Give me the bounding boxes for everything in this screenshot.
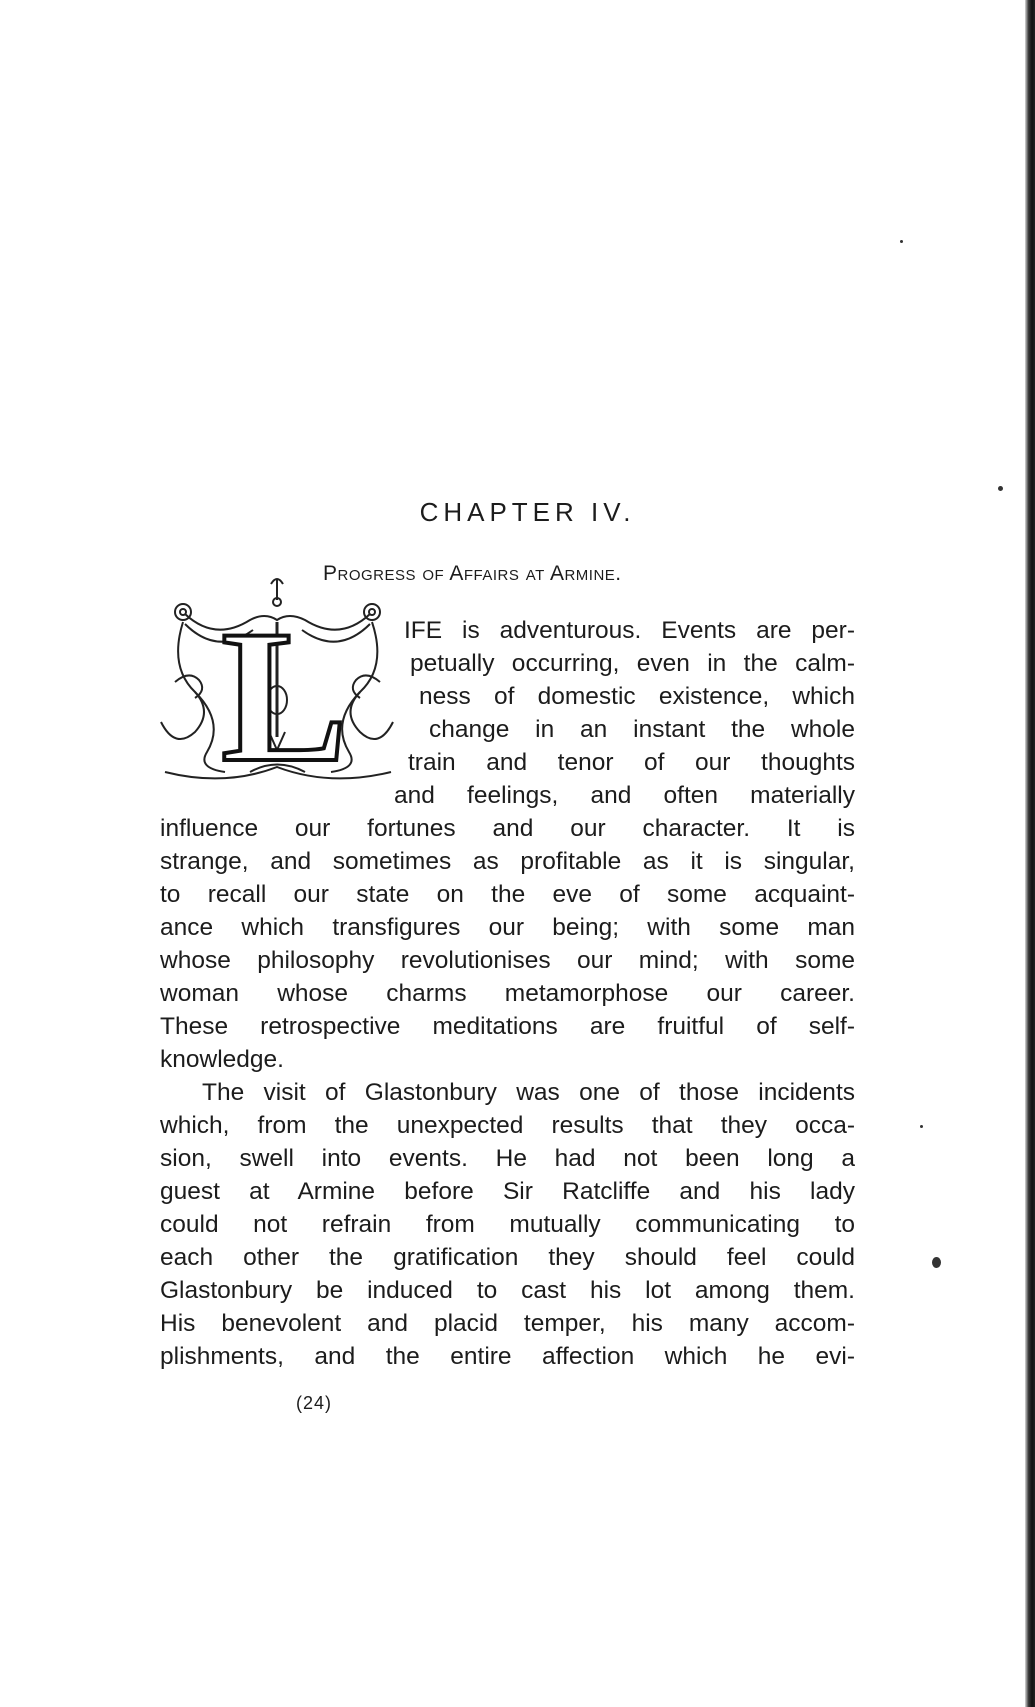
text-line: each other the gratification they should feel could (160, 1244, 855, 1271)
text-line: ance which transfigures our being; with some man (160, 914, 855, 941)
text-line: influence our fortunes and our character. It is (160, 815, 855, 842)
text-line: whose philosophy revolutionises our mind; with some (160, 947, 855, 974)
text-line: sion, swell into events. He had not been long a (160, 1145, 855, 1172)
ornamental-initial (155, 572, 400, 787)
text-line: woman whose charms metamorphose our career. (160, 980, 855, 1007)
text-line: could not refrain from mutually communicating to (160, 1211, 855, 1238)
dropcap-letter: L (221, 592, 348, 787)
text-line: IFE is adventurous. Events are per- (404, 617, 855, 644)
text-line: petually occurring, even in the calm- (410, 650, 855, 677)
chapter-title: CHAPTER IV. (419, 497, 636, 527)
text-line: Glastonbury be induced to cast his lot among them. (160, 1277, 855, 1304)
text-line: ness of domestic existence, which (419, 683, 855, 710)
text-line: which, from the unexpected results that they occa- (160, 1112, 855, 1139)
ornamental-initial-icon (155, 572, 400, 787)
text-line: These retrospective meditations are fruitful of self- (160, 1013, 855, 1040)
page-number: (24) (296, 1393, 333, 1413)
text-line: to recall our state on the eve of some acquaint- (160, 881, 855, 908)
binding-edge (1025, 0, 1035, 1707)
text-line: The visit of Glastonbury was one of those incidents (202, 1079, 855, 1106)
text-line: knowledge. (160, 1046, 284, 1073)
text-line: strange, and sometimes as profitable as it is singular, (160, 848, 855, 875)
text-line: plishments, and the entire affection which he evi- (160, 1343, 855, 1370)
scan-speck (920, 1125, 923, 1128)
subtitle-text: Progress of Affairs at Armine. (323, 562, 622, 585)
text-line: His benevolent and placid temper, his many accom- (160, 1310, 855, 1337)
scan-speck (932, 1257, 941, 1268)
text-line: train and tenor of our thoughts (408, 749, 855, 776)
text-line: change in an instant the whole (429, 716, 855, 743)
text-line: and feelings, and often materially (394, 782, 855, 809)
scan-speck (900, 240, 903, 243)
text-line: guest at Armine before Sir Ratcliffe and his lady (160, 1178, 855, 1205)
scan-speck (998, 486, 1003, 491)
